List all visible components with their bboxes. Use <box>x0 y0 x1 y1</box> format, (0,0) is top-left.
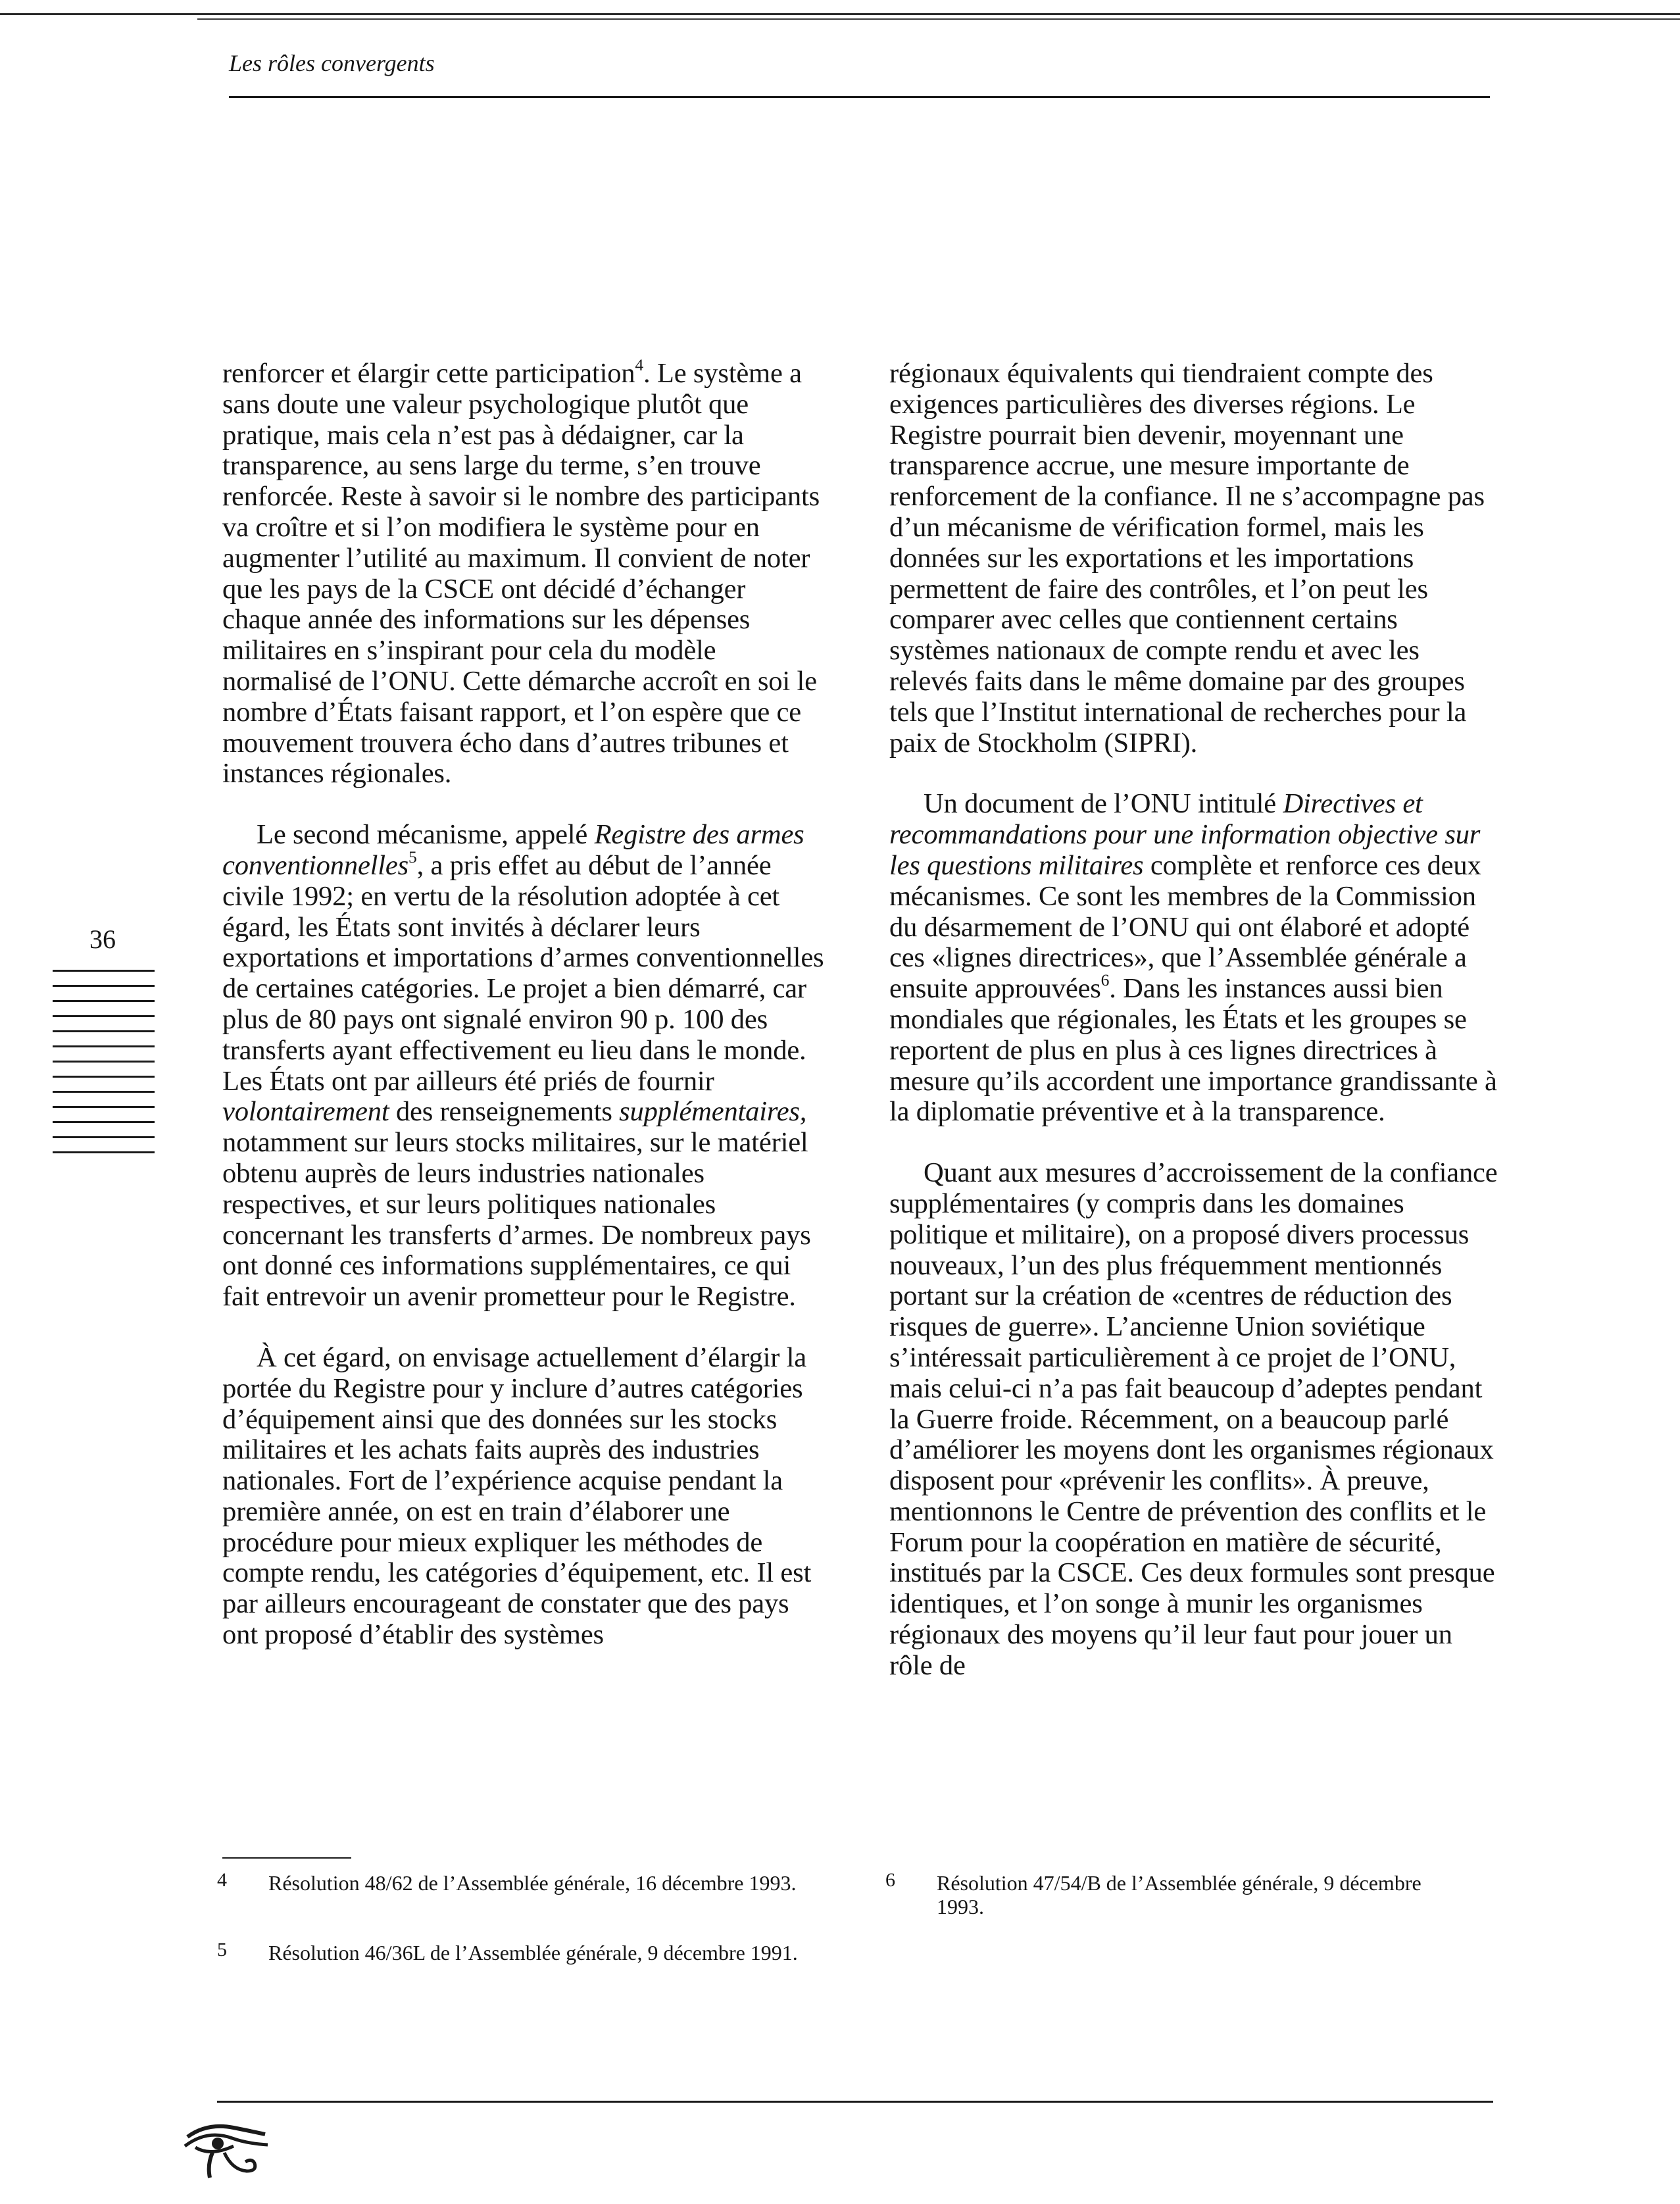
bottom-rule <box>217 2101 1493 2103</box>
margin-rule <box>53 985 155 987</box>
margin-rule <box>53 1151 155 1153</box>
running-head: Les rôles convergents <box>229 50 435 76</box>
paragraph: renforcer et élargir cette participation$^4$. Le système a sans doute une valeur psychologique plutôt que pratique, mais cela n’est pas à dédaigner, car la transparence, au sens large du terme, s’en trouve renforcée. Reste à savoir si le nombre des participants va croître et si l’on modifiera le système pour en augmenter l’utilité au maximum. Il convient de noter que les pays de la CSCE ont décidé d’échanger chaque année des informations sur les dépenses militaires en s’inspirant pour cela du modèle normalisé de l’ONU. Cette démarche accroît en soi le nombre d’États faisant rapport, et l’on espère que ce mouvement trouvera écho dans d’autres tribunes et instances régionales. <box>222 355 820 789</box>
paragraph: À cet égard, on envisage actuellement d’élargir la portée du Registre pour y inclure d’autres catégories d’équipement ainsi que des données sur les stocks militaires et les achats faits auprès des industries nationales. Fort de l’expérience acquise pendant la première année, on est en train d’élaborer une procédure pour mieux expliquer les méthodes de compte rendu, les catégories d’équipement, etc. Il est par ailleurs encourageant de constater que des pays ont proposé d’établir des systèmes <box>222 1341 812 1651</box>
margin-rule <box>53 1045 155 1047</box>
footnote-4 <box>217 1871 875 1924</box>
margin-rule <box>53 1061 155 1063</box>
paragraph: Un document de l’ONU intitulé Directives et recommandations pour une information objective sur les questions militaires complète et renforce ces deux mécanismes. Ce sont les membres de la Commission du désarmement de l’ONU qui ont élaboré et adopté ces «lignes directrices», que l’Assemblée générale a ensuite approuvées$^6$. Dans les instances aussi bien mondiales que régionales, les États et les groupes se reportent de plus en plus à ces lignes directrices à mesure qu’ils accordent une importance grandissante à la diplomatie préventive et à la transparence. <box>889 788 1497 1128</box>
footnote-text: Résolution 48/62 de l’Assemblée générale, 16 décembre 1993. <box>268 1871 797 1895</box>
paragraph: Quant aux mesures d’accroissement de la confiance supplémentaires (y compris dans les domaines politique et militaire), on a proposé divers processus nouveaux, l’un des plus fréquemment mentionnés portant sur la création de «centres de réduction des risques de guerre». L’ancienne Union soviétique s’intéressait particulièrement à ce projet de l’ONU, mais celui-ci n’a pas fait beaucoup d’adeptes pendant la Guerre froide. Récemment, on a beaucoup parlé d’améliorer les moyens dont les organismes régionaux disposent pour «prévenir les conflits». À preuve, mentionnons le Centre de prévention des conflits et le Forum pour la coopération en matière de sécurité, institués par la CSCE. Ces deux formules sont presque identiques, et l’on songe à munir les organismes régionaux des moyens qu’il leur faut pour jouer un rôle de <box>889 1157 1498 1681</box>
right-column <box>889 359 1498 1682</box>
footnote-6 <box>885 1871 1477 1924</box>
paragraph: Le second mécanisme, appelé Registre des armes conventionnelles$^5$, a pris effet au début de l’année civile 1992; en vertu de la résolution adoptée à cet égard, les États sont invités à déclarer leurs exportations et importations d’armes conventionnelles de certaines catégories. Le projet a bien démarré, car plus de 80 pays ont signalé environ 90 p. 100 des transferts ayant effectivement eu lieu dans le monde. Les États ont par ailleurs été priés de fournir volontairement des renseignements supplémentaires, notamment sur leurs stocks militaires, sur le matériel obtenu auprès de leurs industries nationales respectives, et sur leurs politiques nationales concernant les transferts d’armes. De nombreux pays ont donné ces informations supplémentaires, ce qui fait entrevoir un avenir prometteur pour le Registre. <box>222 819 824 1313</box>
margin-rule <box>53 1015 155 1017</box>
footnote-number: 4 <box>217 1869 227 1891</box>
margin-rule <box>53 970 155 972</box>
header-rule <box>229 96 1490 98</box>
page-number: 36 <box>89 924 116 954</box>
footnote-number: 6 <box>885 1869 895 1891</box>
margin-rule <box>53 1030 155 1032</box>
margin-rule <box>53 1076 155 1078</box>
footnote-ref-5: 5 <box>408 847 417 867</box>
margin-rule <box>53 1121 155 1123</box>
footnote-ref-6: 6 <box>1100 970 1110 990</box>
footnote-text: Résolution 46/36L de l’Assemblée générale, 9 décembre 1991. <box>268 1941 798 1965</box>
top-border <box>0 13 1680 15</box>
margin-rule <box>53 1136 155 1138</box>
eye-of-horus-icon <box>181 2117 273 2183</box>
margin-rules <box>53 970 155 1166</box>
paragraph: régionaux équivalents qui tiendraient compte des exigences particulières des diverses régions. Le Registre pourrait bien devenir, moyennant une transparence accrue, une mesure importante de renforcement de la confiance. Il ne s’accompagne pas d’un mécanisme de vérification formel, mais les données sur les exportations et les importations permettent de faire des contrôles, et l’on peut les comparer avec celles que contiennent certains systèmes nationaux de compte rendu et avec les relevés faits dans le même domaine par des groupes tels que l’Institut international de recherches pour la paix de Stockholm (SIPRI). <box>889 358 1485 759</box>
margin-rule <box>53 1091 155 1093</box>
top-border-inner <box>197 18 1680 20</box>
footnote-rule <box>222 1857 351 1859</box>
footnote-text: Résolution 47/54/B de l’Assemblée générale, 9 décembre 1993. <box>937 1871 1421 1918</box>
footnote-ref-4: 4 <box>635 355 643 375</box>
margin-rule <box>53 1106 155 1108</box>
left-column <box>222 355 828 1651</box>
footnote-number: 5 <box>217 1939 227 1961</box>
margin-rule <box>53 1000 155 1002</box>
footnote-5 <box>217 1941 875 1993</box>
